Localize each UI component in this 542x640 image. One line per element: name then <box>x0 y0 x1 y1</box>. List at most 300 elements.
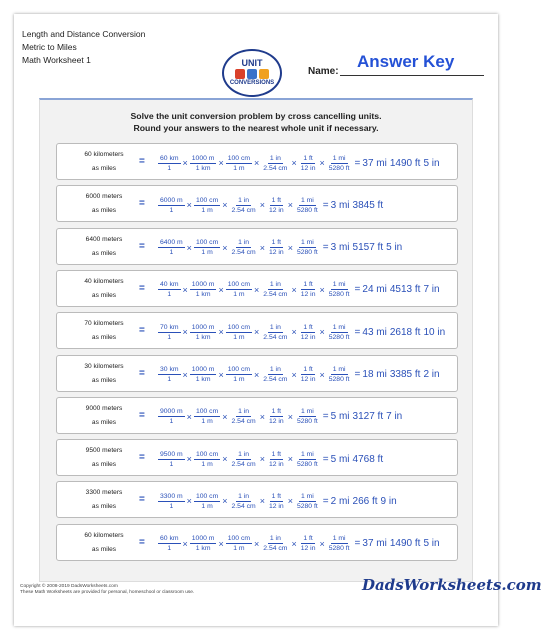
problem-quantity: 30 kilometers <box>84 362 124 370</box>
fraction-numerator: 1 mi <box>332 323 346 331</box>
answer-value: 7 <box>423 284 430 296</box>
fraction-denominator: 2.54 cm <box>263 545 288 553</box>
answer-value: 2618 <box>389 326 413 338</box>
answer-unit: mi <box>376 369 387 380</box>
fraction-numerator: 100 cm <box>227 281 251 289</box>
conversion-fraction <box>194 196 220 215</box>
conversion-fraction <box>327 534 352 553</box>
fraction-denominator: 12 in <box>300 164 316 172</box>
fraction-numerator: 1000 m <box>191 535 215 543</box>
times-sign: × <box>319 327 325 338</box>
fraction-denominator: 12 in <box>300 333 316 341</box>
conversion-fraction <box>158 450 185 469</box>
fraction-numerator: 60 km <box>160 535 179 543</box>
fraction-denominator: 1 <box>169 206 174 214</box>
answer-unit: ft <box>414 369 421 380</box>
equals-sign: = <box>139 282 145 294</box>
times-sign: × <box>287 200 293 211</box>
fraction-numerator: 1 ft <box>303 281 313 289</box>
fraction-numerator: 1 in <box>269 154 281 162</box>
fraction-denominator: 12 in <box>300 376 316 383</box>
conversion-fraction <box>267 196 286 215</box>
conversion-fraction <box>230 450 258 469</box>
answer-unit: mi <box>376 284 387 296</box>
problem-quantity: 6000 meters <box>85 193 123 201</box>
header-line: Length and Distance Conversion <box>22 29 146 39</box>
problems-panel <box>39 98 473 582</box>
fraction-denominator: 2.54 cm <box>231 418 256 426</box>
problem-target-unit: as miles <box>91 291 117 299</box>
fraction-numerator: 9000 m <box>160 408 183 416</box>
conversion-fraction <box>267 407 286 426</box>
answer-unit: ft <box>414 157 421 169</box>
fraction-denominator: 2.54 cm <box>231 502 256 510</box>
fraction-denominator: 5280 ft <box>296 502 318 510</box>
conversion-fraction <box>194 407 220 426</box>
problem-quantity: 70 kilometers <box>84 320 124 328</box>
fraction-numerator: 60 km <box>160 154 179 162</box>
problem-quantity: 9500 meters <box>85 447 123 455</box>
conversion-fraction <box>327 154 352 173</box>
answer-value: 2 <box>423 369 430 380</box>
times-sign: × <box>287 242 293 253</box>
fraction-numerator: 100 cm <box>227 366 251 373</box>
fraction-denominator: 1 km <box>195 333 211 341</box>
answer-unit: ft <box>377 242 384 254</box>
fraction-numerator: 1 in <box>238 450 250 458</box>
header-line: Metric to Miles <box>22 42 77 52</box>
answer-unit: in <box>394 411 403 423</box>
fraction-denominator: 12 in <box>300 291 316 299</box>
conversion-chain <box>157 531 443 557</box>
times-sign: × <box>182 158 188 168</box>
conversion-fraction <box>190 534 217 553</box>
conversion-fraction <box>295 407 320 426</box>
answer-value: 3127 <box>352 411 375 423</box>
conversion-fraction <box>327 280 352 299</box>
answer-value: 5 <box>330 453 337 465</box>
conversion-fraction <box>158 323 181 342</box>
fraction-denominator: 5280 ft <box>296 418 318 426</box>
problem-quantity: 40 kilometers <box>84 277 124 285</box>
answer <box>323 454 386 465</box>
fraction-numerator: 1 ft <box>271 492 282 500</box>
answer-unit: mi <box>338 199 350 211</box>
conversion-fraction <box>190 323 217 342</box>
answer <box>355 538 443 549</box>
answer-equals: = <box>354 369 361 380</box>
problem-row <box>56 312 458 349</box>
fraction-denominator: 12 in <box>268 418 284 426</box>
answer-equals: = <box>354 326 361 338</box>
times-sign: × <box>319 158 325 168</box>
problem-target-unit: as miles <box>91 376 117 384</box>
fraction-denominator: 1 m <box>201 460 213 468</box>
answer <box>323 200 386 211</box>
times-sign: × <box>291 284 297 295</box>
conversion-fraction <box>230 196 258 215</box>
fraction-denominator: 5280 ft <box>328 291 350 299</box>
times-sign: × <box>254 284 260 295</box>
times-sign: × <box>254 327 260 338</box>
conversion-fraction <box>158 534 181 553</box>
times-sign: × <box>291 158 297 168</box>
times-sign: × <box>259 411 265 422</box>
conversion-fraction <box>299 534 318 553</box>
answer-unit: in <box>437 326 446 338</box>
times-sign: × <box>182 538 188 549</box>
answer-equals: = <box>322 199 329 211</box>
fraction-numerator: 1000 m <box>191 323 215 331</box>
problem-row <box>56 439 458 476</box>
brand-logo-text: DadsWorksheets.com <box>362 576 542 594</box>
fraction-numerator: 1 ft <box>271 196 282 204</box>
answer-unit: mi <box>338 495 350 507</box>
times-sign: × <box>186 200 192 211</box>
problem-row <box>56 355 458 392</box>
fraction-numerator: 100 cm <box>227 154 251 162</box>
fraction-denominator: 2.54 cm <box>231 249 256 257</box>
fraction-denominator: 1 <box>167 164 172 172</box>
fraction-denominator: 5280 ft <box>328 333 350 341</box>
answer-unit: mi <box>338 242 350 254</box>
conversion-chain <box>157 404 405 430</box>
conversion-fraction <box>158 492 185 511</box>
times-sign: × <box>222 242 228 253</box>
problem-target-unit: as miles <box>91 545 117 553</box>
times-sign: × <box>287 496 293 507</box>
answer-unit: in <box>431 284 440 296</box>
conversion-fraction <box>158 196 185 215</box>
answer-value: 1490 <box>389 157 413 169</box>
answer-unit: ft <box>414 538 421 550</box>
fraction-denominator: 1 m <box>201 502 213 510</box>
answer <box>355 369 443 380</box>
fraction-numerator: 1 ft <box>303 366 313 373</box>
answer <box>355 284 443 295</box>
fraction-numerator: 1 ft <box>271 408 282 416</box>
times-sign: × <box>222 454 228 465</box>
fraction-numerator: 1 ft <box>303 535 313 543</box>
times-sign: × <box>218 327 224 338</box>
fraction-denominator: 1 m <box>201 206 213 214</box>
conversion-chain <box>157 235 405 261</box>
equals-sign: = <box>139 367 145 379</box>
conversion-fraction <box>327 365 352 384</box>
fraction-denominator: 1 <box>169 249 174 257</box>
times-sign: × <box>222 200 228 211</box>
fraction-denominator: 1 m <box>233 333 245 341</box>
scale-icon <box>259 69 269 79</box>
fraction-numerator: 1 in <box>269 366 281 373</box>
problem-quantity: 9000 meters <box>85 404 123 412</box>
conversion-fraction <box>190 280 217 299</box>
answer-unit: in <box>394 242 403 254</box>
conversion-chain <box>157 488 400 514</box>
conversion-fraction <box>230 492 258 511</box>
answer-value: 266 <box>352 495 370 507</box>
fraction-numerator: 100 cm <box>227 323 251 331</box>
fraction-numerator: 9500 m <box>160 450 183 458</box>
fraction-numerator: 3300 m <box>160 492 183 500</box>
answer-value: 3 <box>330 242 337 254</box>
answer-value: 43 <box>362 326 374 338</box>
fraction-numerator: 1 in <box>269 535 281 543</box>
answer-equals: = <box>322 495 329 507</box>
instruction-line: Round your answers to the nearest whole unit if necessary. <box>133 123 379 133</box>
times-sign: × <box>291 369 297 380</box>
equals-sign: = <box>139 494 145 506</box>
answer-value: 5 <box>386 242 392 254</box>
times-sign: × <box>182 369 188 380</box>
conversion-fraction <box>230 238 258 257</box>
equals-sign: = <box>139 409 145 421</box>
conversion-fraction <box>267 450 286 469</box>
times-sign: × <box>222 411 228 422</box>
answer-value: 10 <box>423 326 435 338</box>
conversion-chain <box>157 150 443 176</box>
fraction-denominator: 1 <box>167 376 172 383</box>
fraction-denominator: 1 km <box>195 376 211 383</box>
conversion-fraction <box>299 323 318 342</box>
answer-value: 4513 <box>389 284 413 296</box>
conversion-fraction <box>226 365 252 384</box>
times-sign: × <box>319 369 325 380</box>
conversion-fraction <box>194 238 220 257</box>
problem-row <box>56 270 458 307</box>
fraction-denominator: 1 m <box>201 249 213 257</box>
problem-row <box>56 481 458 518</box>
conversion-fraction <box>261 534 289 553</box>
fraction-denominator: 1 km <box>195 164 211 172</box>
problem-target-unit: as miles <box>91 334 117 342</box>
conversion-fraction <box>299 280 318 299</box>
problem-quantity: 6400 meters <box>85 235 123 243</box>
fraction-denominator: 5280 ft <box>328 376 350 383</box>
copyright-text: Copyright © 2008-2019 DadsWorksheets.com <box>20 584 118 589</box>
fraction-denominator: 1 <box>169 502 174 510</box>
conversion-fraction <box>190 154 217 173</box>
times-sign: × <box>186 242 192 253</box>
equals-sign: = <box>139 240 145 252</box>
answer-value: 9 <box>380 495 387 507</box>
answer-value: 3 <box>330 199 337 211</box>
conversion-fraction <box>261 365 289 384</box>
fraction-denominator: 1 km <box>195 545 211 553</box>
name-underline <box>340 75 484 76</box>
conversion-fraction <box>295 492 320 511</box>
conversion-fraction <box>327 323 352 342</box>
answer-unit: ft <box>371 495 378 507</box>
fraction-numerator: 1 mi <box>300 239 314 247</box>
fraction-denominator: 5280 ft <box>296 206 318 214</box>
answer-value: 5157 <box>352 242 375 254</box>
fraction-denominator: 12 in <box>268 206 284 214</box>
fraction-numerator: 1 mi <box>332 154 346 162</box>
problem-target-unit: as miles <box>91 207 117 215</box>
problem-target-unit: as miles <box>91 165 117 172</box>
unit-conversions-logo <box>222 49 282 97</box>
fraction-numerator: 1 mi <box>332 281 346 289</box>
fraction-numerator: 1 mi <box>300 408 314 416</box>
times-sign: × <box>259 454 265 465</box>
conversion-fraction <box>158 154 181 173</box>
fraction-denominator: 12 in <box>268 249 284 257</box>
fraction-denominator: 1 m <box>233 376 245 383</box>
problem-row <box>56 524 458 561</box>
answer-unit: in <box>388 495 397 507</box>
equals-sign: = <box>139 452 145 464</box>
answer-value: 5 <box>423 538 430 550</box>
fraction-denominator: 2.54 cm <box>263 376 288 383</box>
fraction-numerator: 100 cm <box>195 408 219 416</box>
conversion-chain <box>157 362 443 388</box>
answer-unit: mi <box>338 411 350 423</box>
fraction-denominator: 5280 ft <box>328 164 350 172</box>
times-sign: × <box>287 454 293 465</box>
conversion-fraction <box>158 238 185 257</box>
times-sign: × <box>182 327 188 338</box>
conversion-fraction <box>299 365 318 384</box>
problem-target-unit: as miles <box>91 249 117 257</box>
answer-value: 1490 <box>389 538 413 550</box>
times-sign: × <box>319 284 325 295</box>
answer-unit: ft <box>377 199 384 211</box>
answer-unit: in <box>431 538 440 550</box>
answer <box>323 242 405 253</box>
fraction-denominator: 2.54 cm <box>231 460 256 468</box>
answer-value: 37 <box>362 538 374 550</box>
fraction-denominator: 12 in <box>300 545 316 553</box>
answer <box>355 327 449 338</box>
problem-row <box>56 228 458 265</box>
problem-quantity: 60 kilometers <box>84 531 124 539</box>
fraction-denominator: 12 in <box>268 460 284 468</box>
answer-unit: mi <box>376 157 387 169</box>
fraction-numerator: 1 ft <box>303 154 313 162</box>
fraction-numerator: 6400 m <box>160 239 183 247</box>
conversion-fraction <box>261 323 289 342</box>
times-sign: × <box>259 496 265 507</box>
answer-value: 3845 <box>352 199 375 211</box>
problem-quantity: 60 kilometers <box>84 151 124 158</box>
fraction-numerator: 1 in <box>269 323 281 331</box>
times-sign: × <box>291 327 297 338</box>
conversion-fraction <box>261 154 289 173</box>
fraction-denominator: 5280 ft <box>296 249 318 257</box>
answer-unit: ft <box>414 326 421 338</box>
conversion-fraction <box>226 280 252 299</box>
conversion-chain <box>157 319 448 345</box>
fraction-numerator: 1 in <box>238 196 250 204</box>
times-sign: × <box>287 411 293 422</box>
fraction-numerator: 70 km <box>160 323 179 331</box>
conversion-fraction <box>299 154 318 173</box>
answer-equals: = <box>322 411 329 423</box>
times-sign: × <box>319 538 325 549</box>
problem-quantity: 3300 meters <box>85 489 123 497</box>
times-sign: × <box>218 369 224 380</box>
answer-unit: mi <box>338 453 350 465</box>
answer-value: 3385 <box>389 369 413 380</box>
fraction-numerator: 100 cm <box>227 535 251 543</box>
problem-row <box>56 397 458 434</box>
times-sign: × <box>218 284 224 295</box>
answer-value: 4768 <box>352 453 375 465</box>
conversion-fraction <box>230 407 258 426</box>
answer-equals: = <box>322 453 329 465</box>
answer-value: 37 <box>362 157 374 169</box>
fraction-numerator: 1 mi <box>332 366 346 373</box>
fraction-denominator: 1 <box>169 418 174 426</box>
fraction-numerator: 1 in <box>238 408 250 416</box>
times-sign: × <box>254 369 260 380</box>
conversion-fraction <box>267 492 286 511</box>
answer <box>355 158 443 169</box>
fraction-denominator: 5280 ft <box>328 545 350 553</box>
problem-target-unit: as miles <box>91 461 117 469</box>
conversion-fraction <box>226 323 252 342</box>
answer-equals: = <box>354 538 361 550</box>
logo-bottom-text: CONVERSIONS <box>229 80 275 86</box>
conversion-fraction <box>226 534 252 553</box>
answer-value: 18 <box>362 369 374 380</box>
answer <box>323 496 400 507</box>
fraction-denominator: 12 in <box>268 502 284 510</box>
answer-equals: = <box>322 242 329 254</box>
times-sign: × <box>186 496 192 507</box>
fraction-numerator: 30 km <box>160 366 179 373</box>
times-sign: × <box>222 496 228 507</box>
fraction-denominator: 1 <box>167 545 172 553</box>
times-sign: × <box>259 200 265 211</box>
conversion-chain <box>157 446 386 472</box>
fraction-numerator: 1 mi <box>332 535 346 543</box>
problem-target-unit: as miles <box>91 503 117 511</box>
fraction-numerator: 1 mi <box>300 450 314 458</box>
fraction-denominator: 1 m <box>233 291 245 299</box>
conversion-fraction <box>267 238 286 257</box>
footer <box>20 584 194 596</box>
fraction-denominator: 2.54 cm <box>263 333 288 341</box>
fraction-denominator: 5280 ft <box>296 460 318 468</box>
logo-top-text: UNIT <box>241 58 263 68</box>
answer-unit: ft <box>414 284 421 296</box>
fraction-numerator: 1 mi <box>300 196 314 204</box>
answer-key-title: Answer Key <box>357 52 455 71</box>
conversion-fraction <box>261 280 289 299</box>
times-sign: × <box>291 538 297 549</box>
times-sign: × <box>186 411 192 422</box>
fraction-numerator: 100 cm <box>195 239 219 247</box>
fraction-denominator: 1 <box>169 460 174 468</box>
logo-icons <box>235 69 269 79</box>
fraction-numerator: 1000 m <box>191 281 215 289</box>
conversion-fraction <box>194 492 220 511</box>
problem-target-unit: as miles <box>91 418 117 426</box>
answer-value: 24 <box>362 284 374 296</box>
fraction-numerator: 100 cm <box>195 196 219 204</box>
equals-sign: = <box>139 156 145 167</box>
fraction-numerator: 1 ft <box>271 450 282 458</box>
answer-value: 5 <box>330 411 337 423</box>
equals-sign: = <box>139 198 145 210</box>
worksheet-header-lines <box>22 28 145 67</box>
header-line: Math Worksheet 1 <box>22 55 91 65</box>
answer-unit: ft <box>377 411 384 423</box>
fraction-numerator: 1 ft <box>303 323 313 331</box>
flask-icon <box>247 69 257 79</box>
